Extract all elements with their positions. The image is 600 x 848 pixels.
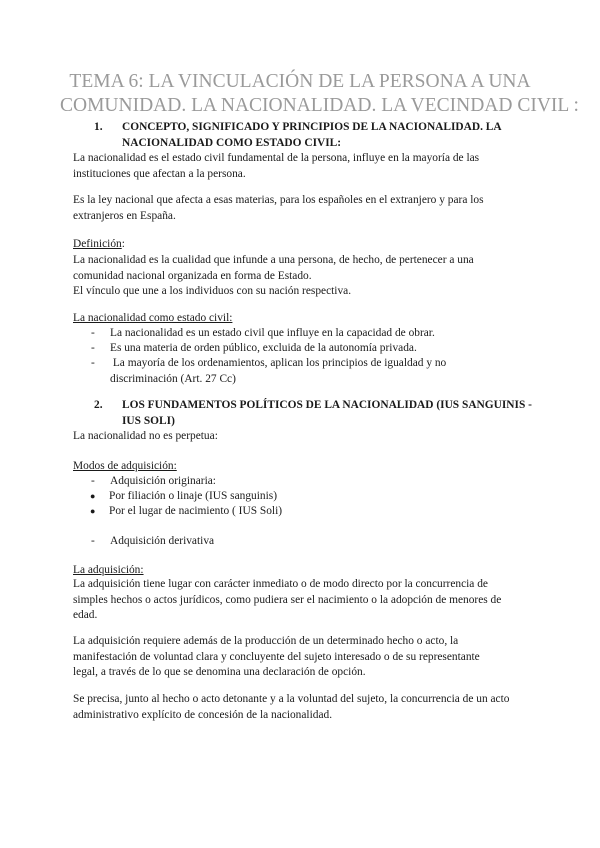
adquisicion-p2-line-1: La adquisición requiere además de la producción de un determinado hecho o acto, la — [73, 635, 459, 647]
estado-civil-label — [73, 311, 543, 327]
section-1-heading-line-1: CONCEPTO, SIGNIFICADO Y PRINCIPIOS DE LA NACIONALIDAD. LA — [122, 121, 502, 133]
definicion-colon: : — [121, 238, 125, 250]
title-line-1: TEMA 6: LA VINCULACIÓN DE LA PERSONA A UNA — [69, 71, 531, 92]
definicion-paragraph — [73, 253, 543, 300]
modos-label-text: Modos de adquisición: — [73, 460, 177, 472]
section-2-heading-line-2: IUS SOLI) — [122, 414, 175, 427]
list-dash-marker: - — [91, 475, 95, 487]
bullet-item-text: Por el lugar de nacimiento ( IUS Soli) — [109, 505, 283, 517]
bullet-marker: ● — [90, 491, 96, 501]
list-dash-marker: - — [91, 357, 95, 369]
adquisicion-p1-line-1: La adquisición tiene lugar con carácter inmediato o de modo directo por la concurrencia de — [73, 578, 488, 590]
list-item-text: La nacionalidad es un estado civil que influye en la capacidad de obrar. — [110, 327, 435, 339]
adquisicion-paragraph-3 — [73, 692, 543, 723]
list-dash-marker: - — [91, 535, 95, 547]
definicion-label — [73, 237, 543, 253]
adquisicion-paragraph-2 — [73, 634, 543, 681]
definicion-line-3: El vínculo que une a los individuos con su nación respectiva. — [73, 285, 352, 297]
modos-label — [73, 459, 543, 475]
paragraph-1 — [73, 151, 543, 182]
paragraph-2-line-2: extranjeros en España. — [73, 209, 176, 222]
list-item-text: La mayoría de los ordenamientos, aplican los principios de igualdad y no — [110, 357, 447, 369]
adquisicion-label-text: La adquisición: — [73, 564, 144, 576]
list-item-text: Adquisición derivativa — [110, 535, 215, 547]
paragraph-2 — [73, 193, 543, 224]
list-item-text: Adquisición originaria: — [110, 475, 216, 487]
definicion-label-text: Definición — [73, 238, 122, 250]
bullet-item-text: Por filiación o linaje (IUS sanguinis) — [109, 490, 277, 502]
paragraph-1-line-2: instituciones que afectan a la persona. — [73, 167, 246, 180]
list-dash-marker: - — [91, 327, 95, 339]
estado-civil-label-text: La nacionalidad como estado civil: — [73, 312, 233, 324]
title-line-2: COMUNIDAD. LA NACIONALIDAD. LA VECINDAD CIVIL : — [60, 95, 579, 116]
section-2-intro-text: La nacionalidad no es perpetua: — [73, 430, 218, 442]
section-1-number: 1. — [94, 121, 103, 133]
adquisicion-p1-line-2: simples hechos o actos jurídicos, como pudiera ser el nacimiento o la adopción de menores de — [73, 593, 502, 606]
bullet-marker: ● — [90, 506, 96, 516]
document-title — [60, 70, 579, 118]
list-item-text: Es una materia de orden público, excluida de la autonomía privada. — [110, 342, 417, 354]
section-1-heading-line-2: NACIONALIDAD COMO ESTADO CIVIL: — [122, 136, 342, 149]
definicion-line-1: La nacionalidad es la cualidad que infunde a una persona, de hecho, de pertenecer a una — [73, 254, 474, 266]
section-2-intro — [73, 429, 543, 445]
adquisicion-p2-line-2: manifestación de voluntad clara y concluyente del sujeto interesado o de su representante — [73, 650, 480, 663]
paragraph-2-line-1: Es la ley nacional que afecta a esas materias, para los españoles en el extranjero y para los — [73, 194, 484, 206]
adquisicion-p1-line-3: edad. — [73, 609, 98, 621]
adquisicion-p3-line-2: administrativo explícito de concesión de la nacionalidad. — [73, 708, 333, 721]
section-2-heading-line-1: LOS FUNDAMENTOS POLÍTICOS DE LA NACIONALIDAD (IUS SANGUINIS - — [122, 399, 532, 411]
adquisicion-p2-line-3: legal, a través de lo que se denomina una declaración de opción. — [73, 666, 366, 678]
adquisicion-paragraph-1 — [73, 577, 543, 624]
list-dash-marker: - — [91, 342, 95, 354]
definicion-line-2: comunidad nacional organizada en forma de Estado. — [73, 269, 312, 282]
section-2-number: 2. — [94, 399, 103, 411]
section-2-heading — [94, 398, 554, 430]
section-1-heading — [94, 120, 534, 152]
list-item-text-continued: discriminación (Art. 27 Cc) — [110, 372, 236, 385]
adquisicion-p3-line-1: Se precisa, junto al hecho o acto detonante y a la voluntad del sujeto, la concurrencia de un acto — [73, 693, 510, 705]
paragraph-1-line-1: La nacionalidad es el estado civil fundamental de la persona, influye en la mayoría de las — [73, 152, 480, 164]
